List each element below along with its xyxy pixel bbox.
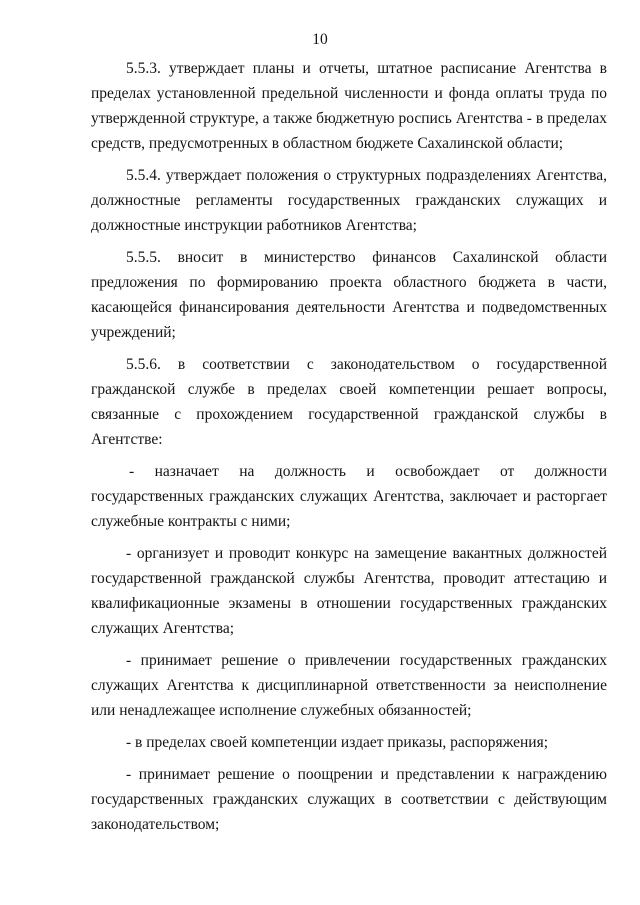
text-line: квалификационные экзамены в отношении государственных гражданских (91, 595, 607, 612)
text-line: гражданской службе в пределах своей компетенции решает вопросы, (91, 381, 607, 398)
text-line: - назначает на должность и освобождает от должности (129, 463, 607, 480)
document-body (91, 56, 607, 844)
bullet-orders (91, 730, 607, 755)
paragraph-5-5-3 (91, 56, 607, 156)
text-line: государственных гражданских служащих Агентства, заключает и расторгает (91, 488, 607, 505)
page-number: 10 (312, 31, 328, 48)
bullet-discipline (91, 648, 607, 723)
text-line: - в пределах своей компетенции издает приказы, распоряжения; (126, 734, 549, 751)
text-line: служащих Агентства; (91, 620, 235, 637)
text-line: служащих Агентства к дисциплинарной ответственности за неисполнение (91, 677, 607, 694)
text-line: служебные контракты с ними; (91, 513, 291, 530)
text-line: 5.5.6. в соответствии с законодательством о государственной (126, 356, 607, 373)
text-line: средств, предусмотренных в областном бюджете Сахалинской области; (91, 135, 564, 152)
paragraph-5-5-4 (91, 163, 607, 238)
text-line: 5.5.4. утверждает положения о структурных подразделениях Агентства, (126, 167, 607, 184)
text-line: государственных гражданских служащих в соответствии с действующим (91, 791, 607, 808)
text-line: касающейся финансирования деятельности Агентства и подведомственных (91, 299, 607, 316)
text-line: или ненадлежащее исполнение служебных обязанностей; (91, 702, 472, 719)
text-line: 5.5.3. утверждает планы и отчеты, штатное расписание Агентства в (126, 60, 607, 77)
paragraph-5-5-6 (91, 352, 607, 452)
text-line: предложения по формированию проекта областного бюджета в части, (91, 274, 607, 291)
text-line: законодательством; (91, 816, 220, 833)
text-line: должностные регламенты государственных гражданских служащих и (91, 192, 607, 209)
text-line: должностные инструкции работников Агентства; (91, 217, 417, 234)
text-line: учреждений; (91, 324, 176, 341)
text-line: пределах установленной предельной численности и фонда оплаты труда по (91, 85, 607, 102)
text-line: - принимает решение о привлечении государственных гражданских (126, 652, 607, 669)
text-line: 5.5.5. вносит в министерство финансов Сахалинской области (126, 249, 607, 266)
text-line: Агентстве: (91, 431, 163, 448)
bullet-competition (91, 541, 607, 641)
text-line: государственной гражданской службы Агентства, проводит аттестацию и (91, 570, 607, 587)
text-line: - организует и проводит конкурс на замещение вакантных должностей (126, 545, 607, 562)
text-line: связанные с прохождением государственной гражданской службы в (91, 406, 607, 423)
paragraph-5-5-5 (91, 245, 607, 345)
bullet-appoints (91, 459, 607, 534)
text-line: - принимает решение о поощрении и представлении к награждению (126, 766, 607, 783)
bullet-rewards (91, 762, 607, 837)
text-line: утвержденной структуре, а также бюджетную роспись Агентства - в пределах (91, 110, 607, 127)
